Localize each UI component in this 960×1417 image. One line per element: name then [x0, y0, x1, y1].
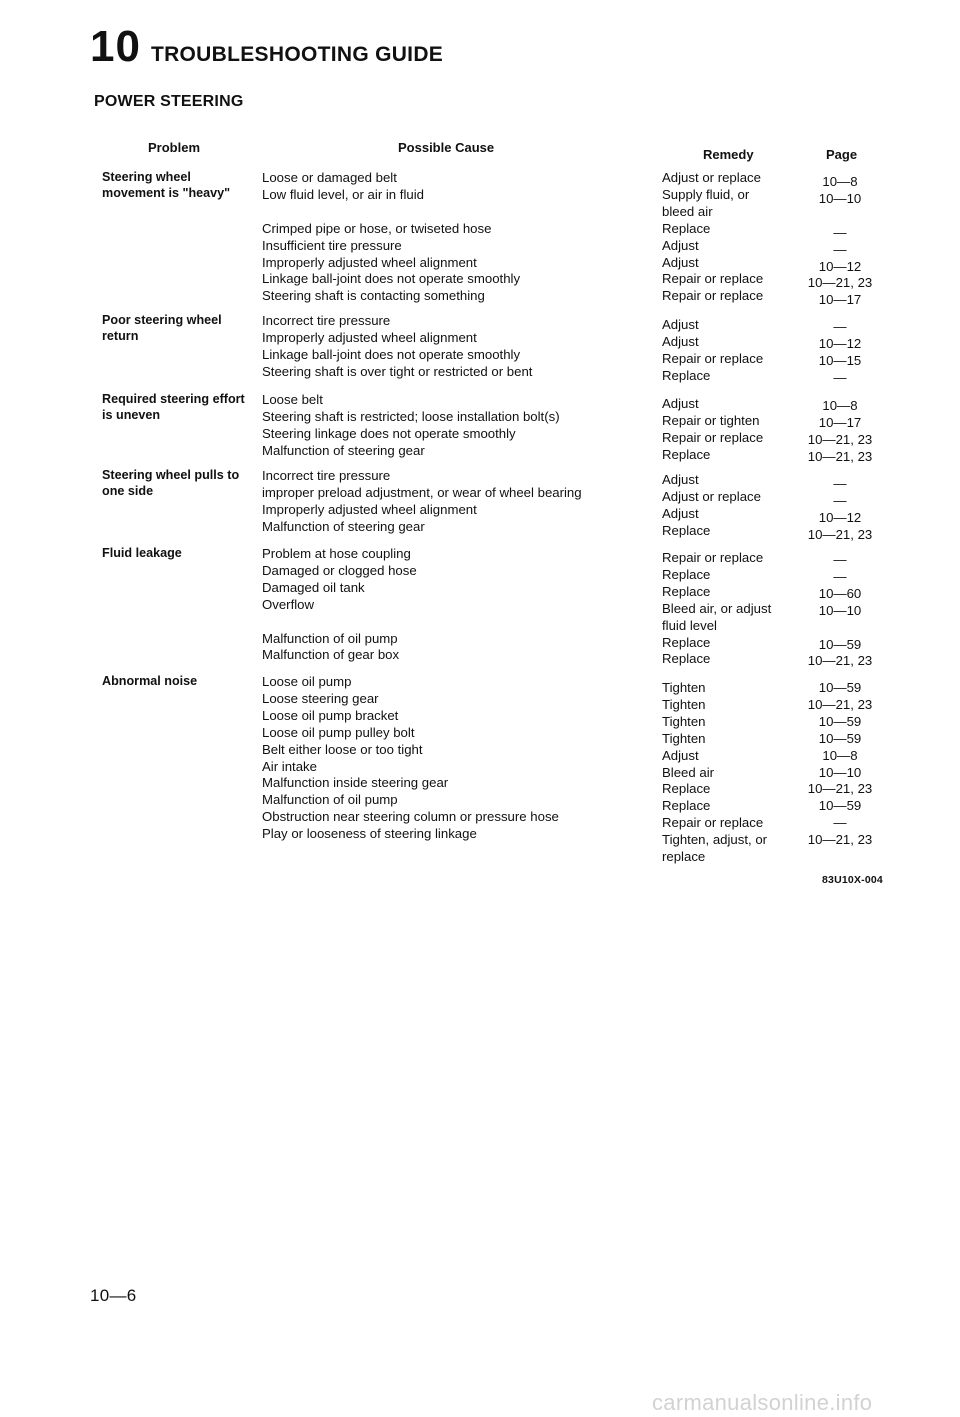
- cause-cell-line: Insufficient tire pressure: [262, 237, 402, 253]
- cause-cell-line: Steering linkage does not operate smoothly: [262, 425, 516, 441]
- cause-cell: [262, 392, 560, 460]
- problem-cell: Abnormal noise: [102, 674, 198, 688]
- remedy-cell-line: Replace: [662, 367, 711, 383]
- page-cell-line: 10—59: [818, 798, 862, 814]
- page-cell-line: 10—12: [818, 258, 862, 274]
- remedy-cell-line: Adjust or replace: [662, 488, 761, 504]
- page-cell-line: 10—21, 23: [807, 448, 873, 464]
- cause-cell-line: Improperly adjusted wheel alignment: [262, 329, 477, 345]
- page-cell-line: 10—59: [818, 730, 862, 746]
- page-cell-line: —: [833, 815, 847, 831]
- remedy-cell-line: Repair or replace: [662, 271, 764, 287]
- cause-cell-line: Loose oil pump: [262, 674, 352, 689]
- remedy-cell: [662, 396, 763, 464]
- section-title: POWER STEERING: [94, 93, 244, 110]
- page-cell-line: 10—12: [818, 509, 862, 525]
- cause-cell-line: Incorrect tire pressure: [262, 468, 391, 483]
- cause-cell-line: improper preload adjustment, or wear of wheel bearing: [262, 484, 582, 500]
- cause-cell-line: Loose belt: [262, 392, 323, 407]
- page-cell-line: 10—17: [818, 292, 862, 308]
- page-cell-line: 10—21, 23: [807, 526, 873, 542]
- remedy-cell-line: Bleed air: [662, 764, 715, 780]
- page-cell-line: 10—21, 23: [807, 832, 873, 848]
- cause-cell: [262, 313, 532, 381]
- cause-cell-line: Problem at hose coupling: [262, 546, 411, 561]
- problem-cell: Poor steering wheel return: [102, 313, 222, 343]
- page-cell-line: 10—59: [818, 680, 862, 695]
- page-cell-line: —: [833, 568, 847, 584]
- page-cell: [790, 319, 890, 387]
- cause-cell-line: Crimped pipe or hose, or twiseted hose: [262, 220, 492, 236]
- cause-cell-line: Linkage ball-joint does not operate smoothly: [262, 346, 521, 362]
- remedy-cell-line: Adjust: [662, 747, 699, 763]
- page-cell: [790, 552, 890, 670]
- remedy-cell-line: Repair or tighten: [662, 412, 760, 428]
- remedy-cell-line: Tighten: [662, 730, 706, 746]
- page-cell-line: 10—59: [818, 636, 862, 652]
- page-cell-line: 10—59: [818, 713, 862, 729]
- page-cell: [790, 398, 890, 466]
- cause-cell-line: Malfunction of oil pump: [262, 792, 398, 808]
- remedy-cell-line: Replace: [662, 781, 711, 797]
- cause-cell-line: [262, 614, 417, 631]
- cause-cell-line: Damaged or clogged hose: [262, 562, 417, 578]
- remedy-cell-line: Repair or replace: [662, 288, 764, 304]
- problem-cell: Fluid leakage: [102, 546, 182, 560]
- remedy-cell-line: Replace: [662, 220, 711, 236]
- remedy-cell-line: Tighten: [662, 696, 706, 712]
- problem-cell: Required steering effort is uneven: [102, 392, 245, 422]
- page-cell-line: 10—21, 23: [807, 781, 873, 797]
- column-header-problem: Problem: [148, 140, 201, 155]
- remedy-cell-line: replace: [662, 849, 706, 865]
- remedy-cell-line: Adjust: [662, 254, 699, 270]
- problem-cell: Steering wheel movement is "heavy": [102, 170, 231, 200]
- cause-cell-line: Malfunction of steering gear: [262, 442, 425, 458]
- cause-cell-line: Steering shaft is restricted; loose installation bolt(s): [262, 408, 560, 424]
- remedy-cell-line: Supply fluid, or: [662, 186, 750, 202]
- remedy-cell-line: Replace: [662, 634, 711, 650]
- cause-cell-line: Obstruction near steering column or pressure hose: [262, 809, 559, 825]
- cause-cell-line: Malfunction of gear box: [262, 647, 400, 663]
- cause-cell-line: Loose oil pump bracket: [262, 707, 399, 723]
- remedy-cell-line: Adjust or replace: [662, 170, 761, 185]
- cause-cell-line: Loose oil pump pulley bolt: [262, 724, 415, 740]
- page-cell-line: —: [833, 552, 847, 567]
- cause-cell-line: Low fluid level, or air in fluid: [262, 186, 424, 202]
- cause-cell-line: [262, 204, 520, 221]
- page-cell-line: —: [833, 476, 847, 491]
- cause-cell-line: Belt either loose or too tight: [262, 741, 423, 757]
- page-cell-line: 10—8: [822, 174, 858, 189]
- cause-cell-line: Incorrect tire pressure: [262, 313, 391, 328]
- cause-cell-line: Steering shaft is over tight or restricted or bent: [262, 363, 533, 379]
- page-cell-line: 10—10: [818, 602, 862, 618]
- page-cell-line: —: [833, 224, 847, 240]
- page-cell-line: —: [833, 369, 847, 385]
- remedy-cell-line: Adjust: [662, 317, 699, 332]
- page-cell-line: 10—21, 23: [807, 275, 873, 291]
- remedy-cell-line: Adjust: [662, 333, 699, 349]
- remedy-cell-line: Adjust: [662, 237, 699, 253]
- cause-cell-line: Damaged oil tank: [262, 579, 365, 595]
- page-cell-line: 10—10: [818, 764, 862, 780]
- watermark: carmanualsonline.info: [652, 1390, 873, 1415]
- page-cell-line: —: [833, 319, 847, 334]
- chapter-number: 10: [90, 22, 141, 71]
- remedy-cell: [662, 550, 771, 668]
- cause-cell: [262, 468, 582, 536]
- page-cell-line: 10—60: [818, 585, 862, 601]
- page-cell-line: 10—17: [818, 414, 862, 430]
- remedy-cell-line: Adjust: [662, 505, 699, 521]
- page-cell-line: —: [833, 492, 847, 508]
- remedy-cell-line: Replace: [662, 522, 711, 538]
- column-header-remedy: Remedy: [703, 147, 754, 162]
- figure-code: 83U10X-004: [822, 874, 883, 886]
- remedy-cell-line: Replace: [662, 566, 711, 582]
- remedy-cell: [662, 170, 763, 305]
- page-cell-line: [790, 620, 890, 637]
- cause-cell-line: Malfunction inside steering gear: [262, 775, 449, 791]
- page-cell-line: [790, 208, 890, 225]
- remedy-cell-line: Replace: [662, 446, 711, 462]
- remedy-cell-line: Repair or replace: [662, 350, 764, 366]
- cause-cell-line: Loose or damaged belt: [262, 170, 397, 185]
- cause-cell-line: Malfunction of oil pump: [262, 630, 398, 646]
- cause-cell-line: Play or looseness of steering linkage: [262, 826, 477, 842]
- page-cell-line: —: [833, 241, 847, 257]
- remedy-cell-line: Replace: [662, 583, 711, 599]
- cause-cell-line: Overflow: [262, 596, 315, 612]
- page-cell-line: 10—21, 23: [807, 653, 873, 669]
- page-cell: [790, 680, 890, 849]
- remedy-cell-line: Repair or replace: [662, 815, 764, 831]
- cause-cell: [262, 170, 520, 305]
- cause-cell-line: Improperly adjusted wheel alignment: [262, 254, 477, 270]
- remedy-cell-line: Adjust: [662, 396, 699, 411]
- page-cell-line: 10—8: [822, 747, 858, 763]
- remedy-cell-line: bleed air: [662, 203, 713, 219]
- page-cell-line: 10—15: [818, 352, 862, 368]
- remedy-cell: [662, 472, 761, 540]
- cause-cell: [262, 674, 559, 843]
- page-cell-line: 10—10: [818, 190, 862, 206]
- remedy-cell-line: Tighten, adjust, or: [662, 832, 768, 848]
- page-cell: [790, 174, 890, 309]
- remedy-cell-line: Bleed air, or adjust: [662, 600, 772, 616]
- cause-cell-line: Linkage ball-joint does not operate smoothly: [262, 271, 521, 287]
- cause-cell: [262, 546, 417, 664]
- cause-cell-line: Improperly adjusted wheel alignment: [262, 501, 477, 517]
- remedy-cell-line: Replace: [662, 651, 711, 667]
- cause-cell-line: Malfunction of steering gear: [262, 518, 425, 534]
- remedy-cell-line: Repair or replace: [662, 550, 764, 565]
- remedy-cell-line: Repair or replace: [662, 429, 764, 445]
- remedy-cell-line: Tighten: [662, 680, 706, 695]
- remedy-cell: [662, 317, 763, 385]
- cause-cell-line: Loose steering gear: [262, 690, 379, 706]
- page-cell-line: 10—8: [822, 398, 858, 413]
- page-cell-line: 10—21, 23: [807, 696, 873, 712]
- remedy-cell-line: Replace: [662, 798, 711, 814]
- page-cell-line: 10—21, 23: [807, 431, 873, 447]
- cause-cell-line: Air intake: [262, 758, 317, 774]
- page-number: 10—6: [90, 1286, 137, 1305]
- remedy-cell-line: Adjust: [662, 472, 699, 487]
- problem-cell: Steering wheel pulls to one side: [102, 468, 240, 498]
- page-cell-line: 10—12: [818, 335, 862, 351]
- remedy-cell-line: Tighten: [662, 713, 706, 729]
- column-header-page: Page: [826, 147, 858, 162]
- remedy-cell: [662, 680, 767, 866]
- page-cell: [790, 476, 890, 544]
- cause-cell-line: Steering shaft is contacting something: [262, 288, 485, 304]
- chapter-header: [90, 22, 443, 72]
- column-header-cause: Possible Cause: [398, 140, 495, 155]
- remedy-cell-line: fluid level: [662, 617, 717, 633]
- chapter-title: TROUBLESHOOTING GUIDE: [150, 43, 444, 66]
